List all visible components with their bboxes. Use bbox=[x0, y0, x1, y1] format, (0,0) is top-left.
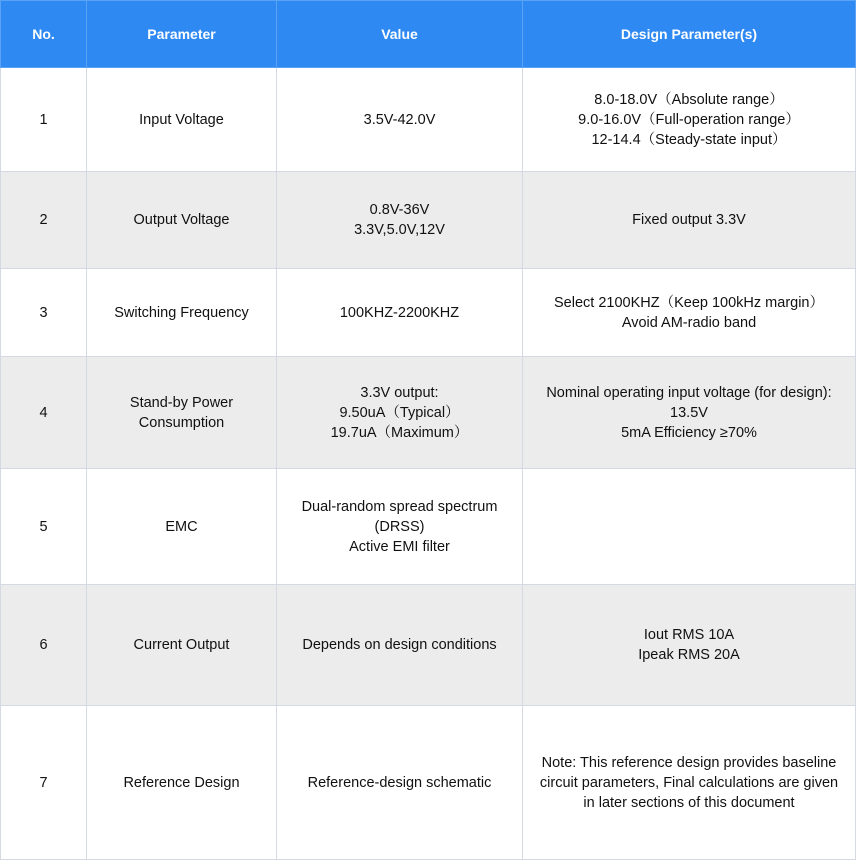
cell-line: Depends on design conditions bbox=[302, 637, 497, 653]
cell-line: Stand-by Power bbox=[129, 394, 234, 411]
cell-parameter bbox=[87, 706, 277, 860]
cell-line: 12-14.4（Steady-state input） bbox=[591, 131, 787, 148]
table-body bbox=[1, 68, 856, 860]
cell-line: Output Voltage bbox=[133, 212, 230, 228]
table-row bbox=[1, 469, 856, 585]
cell-no: 3 bbox=[1, 269, 87, 357]
cell-value bbox=[277, 706, 523, 860]
cell-line: in later sections of this document bbox=[583, 794, 795, 811]
cell-no: 5 bbox=[1, 469, 87, 585]
cell-line: 13.5V bbox=[670, 404, 708, 421]
cell-value bbox=[277, 269, 523, 357]
cell-value bbox=[277, 68, 523, 172]
cell-line: 100KHZ-2200KHZ bbox=[339, 304, 460, 321]
header-design-parameters: Design Parameter(s) bbox=[523, 1, 856, 68]
cell-value bbox=[277, 469, 523, 585]
cell-line: Reference Design bbox=[123, 774, 240, 791]
table-row bbox=[1, 172, 856, 269]
cell-no: 6 bbox=[1, 585, 87, 706]
cell-parameter bbox=[87, 357, 277, 469]
cell-line: Active EMI filter bbox=[349, 538, 450, 555]
cell-line: 3.3V,5.0V,12V bbox=[354, 222, 445, 238]
cell-design bbox=[523, 585, 856, 706]
cell-line: Consumption bbox=[138, 414, 225, 431]
cell-design bbox=[523, 706, 856, 860]
cell-line: Nominal operating input voltage (for design): bbox=[546, 384, 832, 401]
cell-design bbox=[523, 172, 856, 269]
header-value: Value bbox=[277, 1, 523, 68]
cell-line: circuit parameters, Final calculations are given bbox=[539, 774, 839, 791]
cell-line: Current Output bbox=[133, 637, 230, 653]
cell-design bbox=[523, 269, 856, 357]
table-row bbox=[1, 706, 856, 860]
table-row bbox=[1, 585, 856, 706]
cell-line: Fixed output 3.3V bbox=[632, 212, 746, 228]
cell-parameter bbox=[87, 469, 277, 585]
cell-line: Dual-random spread spectrum bbox=[301, 498, 498, 515]
cell-design bbox=[523, 357, 856, 469]
cell-line: Iout RMS 10A bbox=[643, 627, 735, 643]
cell-line: 0.8V-36V bbox=[369, 202, 430, 218]
cell-no: 1 bbox=[1, 68, 87, 172]
header-parameter: Parameter bbox=[87, 1, 277, 68]
cell-line: (DRSS) bbox=[374, 518, 425, 535]
cell-line: 8.0-18.0V（Absolute range） bbox=[594, 91, 784, 108]
cell-design bbox=[523, 469, 856, 585]
cell-value bbox=[277, 585, 523, 706]
table-row bbox=[1, 269, 856, 357]
table-row bbox=[1, 68, 856, 172]
cell-line: Reference-design schematic bbox=[307, 774, 492, 791]
cell-line: 3.5V-42.0V bbox=[363, 111, 436, 128]
cell-no: 7 bbox=[1, 706, 87, 860]
cell-line: Note: This reference design provides baseline bbox=[541, 754, 837, 771]
header-row bbox=[1, 1, 856, 68]
cell-parameter bbox=[87, 585, 277, 706]
table-row bbox=[1, 357, 856, 469]
cell-line: 9.0-16.0V（Full-operation range） bbox=[578, 111, 800, 128]
cell-line: 5mA Efficiency ≥70% bbox=[621, 424, 757, 441]
cell-parameter bbox=[87, 269, 277, 357]
cell-parameter bbox=[87, 68, 277, 172]
cell-line: Avoid AM-radio band bbox=[621, 314, 757, 331]
cell-line: Switching Frequency bbox=[114, 304, 249, 321]
cell-line: Input Voltage bbox=[139, 111, 224, 128]
cell-no: 4 bbox=[1, 357, 87, 469]
cell-parameter bbox=[87, 172, 277, 269]
cell-design bbox=[523, 68, 856, 172]
cell-line: EMC bbox=[165, 518, 198, 535]
cell-line: 9.50uA（Typical） bbox=[339, 404, 460, 421]
cell-no: 2 bbox=[1, 172, 87, 269]
cell-line: 19.7uA（Maximum） bbox=[330, 424, 469, 441]
cell-value bbox=[277, 357, 523, 469]
cell-line: Ipeak RMS 20A bbox=[638, 647, 740, 663]
cell-line: 3.3V output: bbox=[360, 384, 439, 401]
cell-value bbox=[277, 172, 523, 269]
cell-line: Select 2100KHZ（Keep 100kHz margin） bbox=[554, 294, 824, 311]
header-no: No. bbox=[1, 1, 87, 68]
